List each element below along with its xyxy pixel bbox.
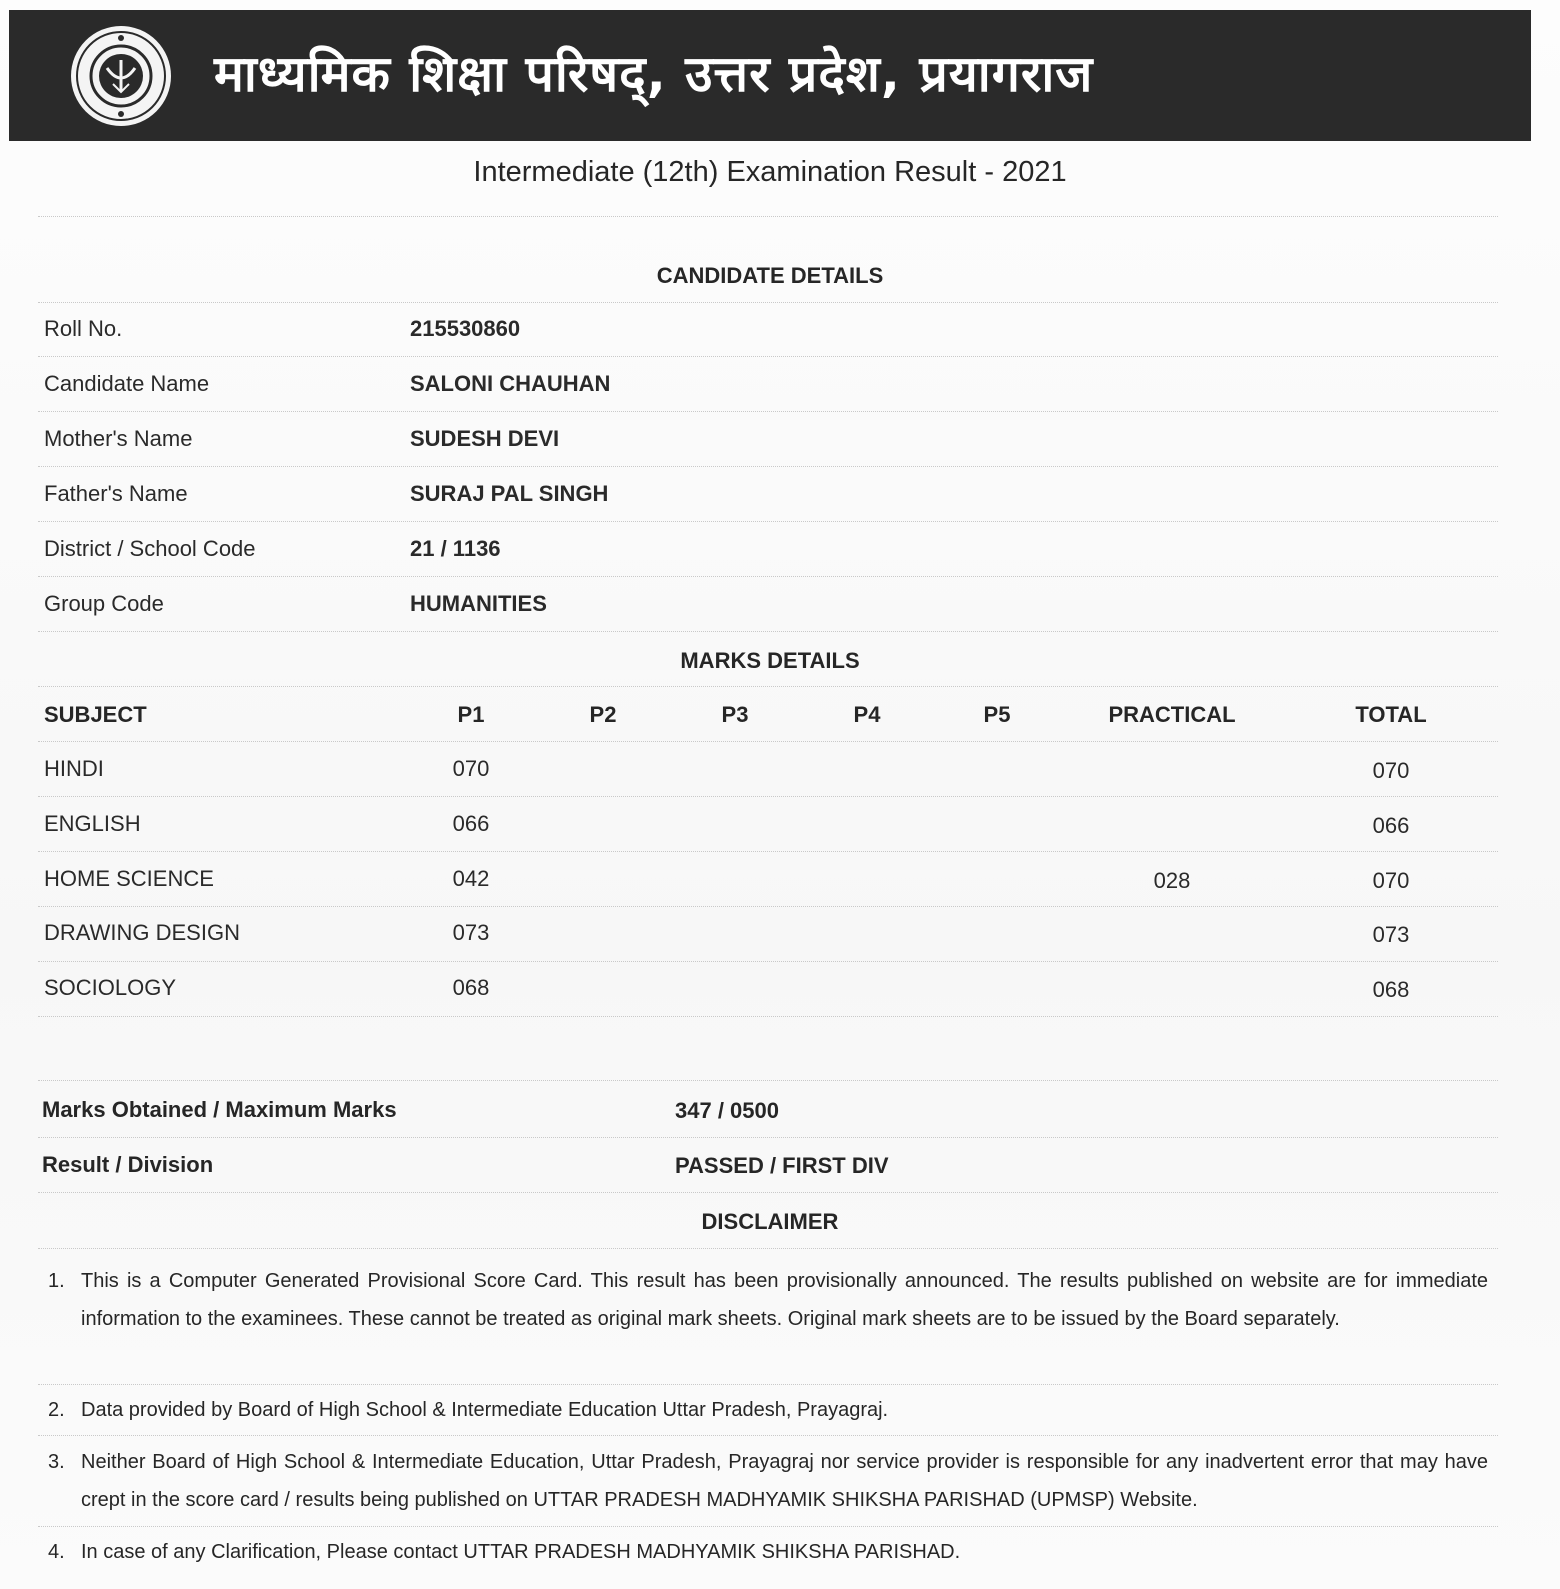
- p1-cell: 073: [452, 920, 490, 945]
- divider: [38, 851, 1498, 852]
- divider: [38, 411, 1498, 412]
- divider: [38, 521, 1498, 522]
- marks-obtained-label: Marks Obtained / Maximum Marks: [42, 1097, 397, 1122]
- total-cell: 066: [1372, 813, 1410, 838]
- roll-no-label: Roll No.: [44, 316, 123, 341]
- divider: [38, 1526, 1498, 1527]
- disclaimer-text: In case of any Clarification, Please contact UTTAR PRADESH MADHYAMIK SHIKSHA PARISHAD.: [81, 1541, 961, 1563]
- board-title: माध्यमिक शिक्षा परिषद्, उत्तर प्रदेश, प्रयागराज: [214, 45, 1094, 103]
- disclaimer-number: 2.: [48, 1399, 65, 1421]
- divider: [38, 1248, 1498, 1249]
- candidate-name-label: Candidate Name: [44, 371, 210, 396]
- total-cell: 070: [1372, 868, 1410, 893]
- divider: [38, 741, 1498, 742]
- roll-no-value: 215530860: [410, 316, 521, 341]
- disclaimer-text: Neither Board of High School & Intermediate Education, Uttar Pradesh, Prayagraj nor service provider is responsible for any inadvertent error that may have crept in the score card / results being published on UTTAR PRADESH MADHYAMIK SHIKSHA PARISHAD (UPMSP) Website.: [81, 1451, 1488, 1511]
- subject-column-header: SUBJECT: [44, 702, 147, 727]
- divider: [38, 1137, 1498, 1138]
- disclaimer-item: [48, 1533, 1488, 1571]
- divider: [38, 796, 1498, 797]
- p1-cell: 042: [452, 866, 490, 891]
- disclaimer-number: 3.: [48, 1451, 65, 1473]
- divider: [38, 686, 1498, 687]
- group-code-value: HUMANITIES: [410, 591, 547, 616]
- candidate-name-value: SALONI CHAUHAN: [410, 371, 611, 396]
- p2-column-header: P2: [589, 702, 617, 727]
- p5-column-header: P5: [983, 702, 1011, 727]
- divider: [38, 466, 1498, 467]
- disclaimer-item: [48, 1391, 1488, 1429]
- result-division-value: PASSED / FIRST DIV: [675, 1153, 889, 1178]
- p1-cell: 070: [452, 756, 490, 781]
- divider: [38, 961, 1498, 962]
- school-code-label: District / School Code: [44, 536, 256, 561]
- divider: [38, 216, 1498, 217]
- divider: [38, 631, 1498, 632]
- p1-cell: 068: [452, 975, 490, 1000]
- exam-title: Intermediate (12th) Examination Result - 2021: [473, 156, 1067, 188]
- disclaimer-item: [48, 1262, 1488, 1338]
- disclaimer-number: 4.: [48, 1541, 65, 1563]
- p4-column-header: P4: [853, 702, 881, 727]
- total-column-header: TOTAL: [1355, 702, 1427, 727]
- header-banner: [9, 10, 1531, 141]
- divider: [38, 356, 1498, 357]
- disclaimer-text: This is a Computer Generated Provisional Score Card. This result has been provisionally announced. The results published on website are for immediate information to the examinees. These cannot be treated as original mark sheets. Original mark sheets are to be issued by the Board separately.: [81, 1270, 1488, 1330]
- subject-cell: HOME SCIENCE: [44, 866, 214, 891]
- group-code-label: Group Code: [44, 591, 164, 616]
- divider: [38, 906, 1498, 907]
- subject-cell: HINDI: [44, 756, 104, 781]
- total-cell: 070: [1372, 758, 1410, 783]
- divider: [38, 576, 1498, 577]
- p3-column-header: P3: [721, 702, 749, 727]
- father-name-label: Father's Name: [44, 481, 188, 506]
- mother-name-value: SUDESH DEVI: [410, 426, 560, 451]
- candidate-details-heading: CANDIDATE DETAILS: [656, 263, 884, 288]
- marks-details-heading: MARKS DETAILS: [680, 648, 860, 673]
- subject-cell: ENGLISH: [44, 811, 141, 836]
- divider: [38, 1016, 1498, 1017]
- mother-name-label: Mother's Name: [44, 426, 193, 451]
- divider: [38, 1384, 1498, 1385]
- disclaimer-text: Data provided by Board of High School & Intermediate Education Uttar Pradesh, Prayagraj.: [81, 1399, 889, 1421]
- divider: [38, 1435, 1498, 1436]
- divider: [38, 1192, 1498, 1193]
- divider: [38, 1080, 1498, 1081]
- father-name-value: SURAJ PAL SINGH: [410, 481, 609, 506]
- divider: [38, 302, 1498, 303]
- disclaimer-heading: DISCLAIMER: [701, 1209, 839, 1234]
- practical-cell: 028: [1153, 868, 1191, 893]
- p1-column-header: P1: [457, 702, 485, 727]
- subject-cell: SOCIOLOGY: [44, 975, 177, 1000]
- subject-cell: DRAWING DESIGN: [44, 920, 240, 945]
- result-division-label: Result / Division: [42, 1152, 214, 1177]
- up-government-seal-icon: [69, 24, 173, 128]
- practical-column-header: PRACTICAL: [1108, 702, 1236, 727]
- marks-obtained-value: 347 / 0500: [675, 1098, 779, 1123]
- disclaimer-number: 1.: [48, 1270, 65, 1292]
- total-cell: 073: [1372, 922, 1410, 947]
- disclaimer-item: [48, 1443, 1488, 1519]
- school-code-value: 21 / 1136: [410, 536, 501, 561]
- p1-cell: 066: [452, 811, 490, 836]
- total-cell: 068: [1372, 977, 1410, 1002]
